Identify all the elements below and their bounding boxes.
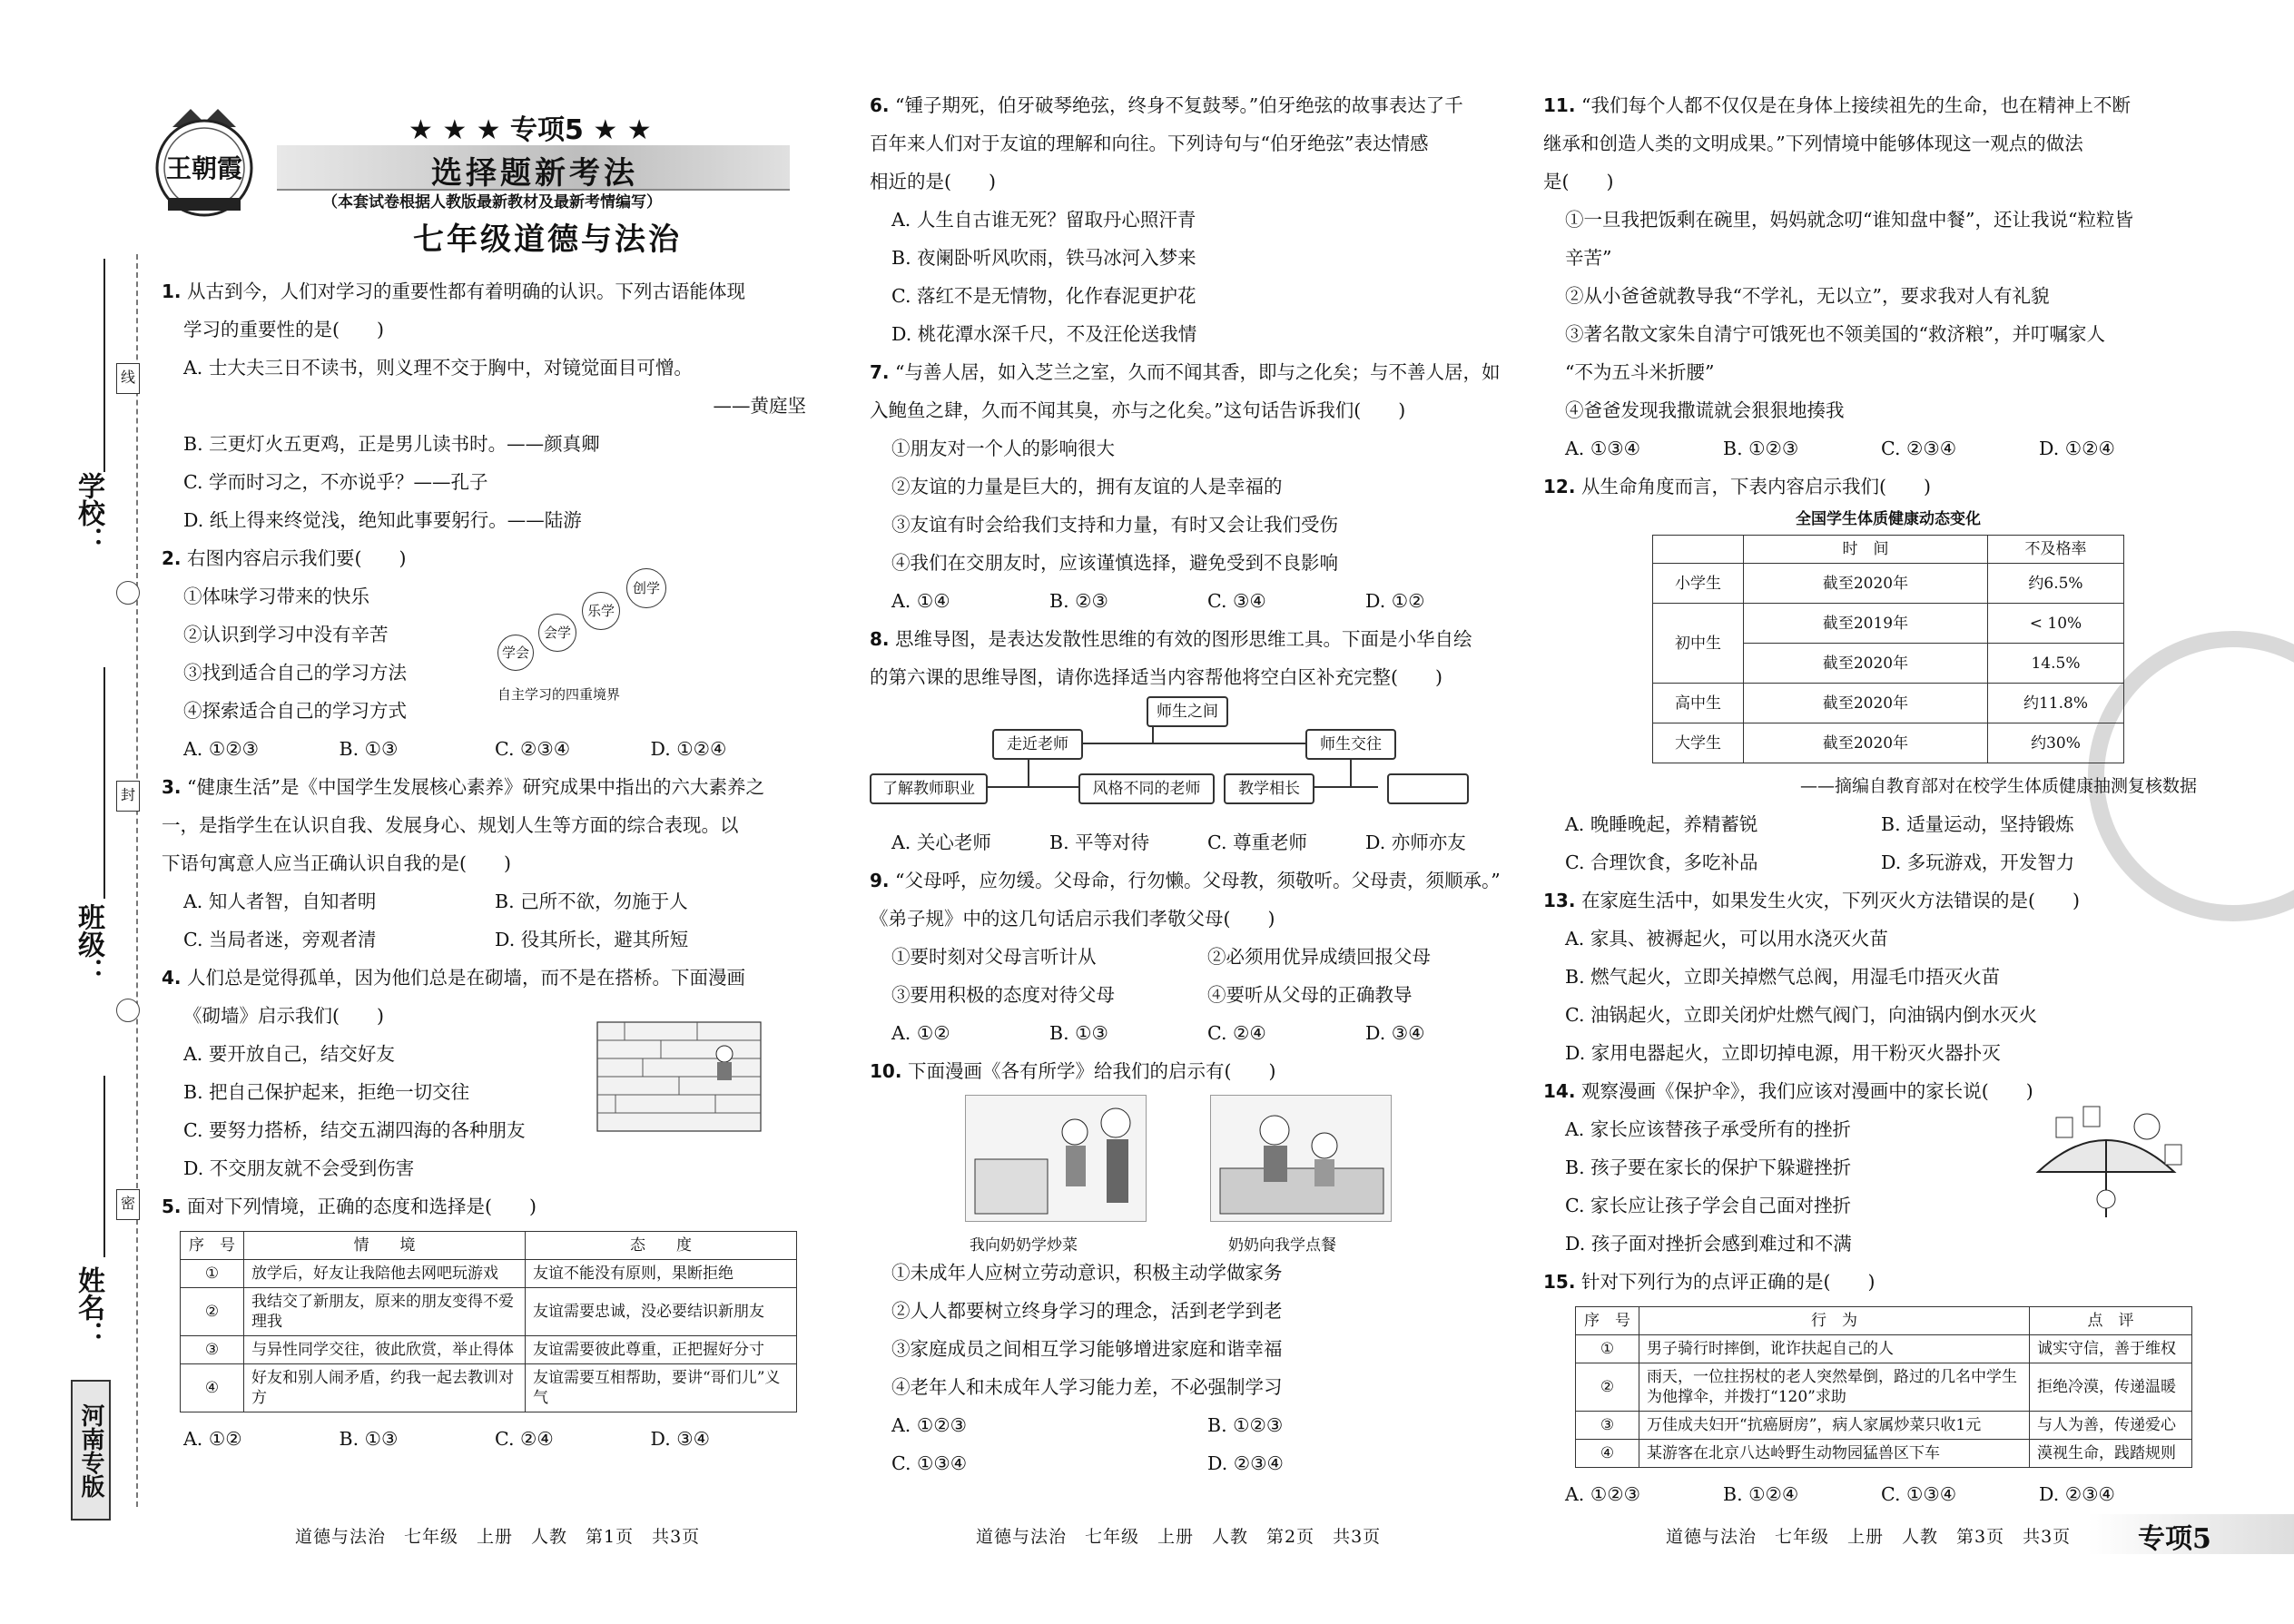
q6-stem-2: 百年来人们对于友谊的理解和向往。下列诗句与“伯牙绝弦”表达情感: [870, 133, 1429, 154]
q7-stem: 7. “与善人居，如入芝兰之室，久而不闻其香，即与之化矣；与不善人居，如: [870, 361, 1501, 383]
q7-statement-2: ②友谊的力量是巨大的，拥有友谊的人是幸福的: [891, 476, 1283, 497]
q14-option-c[interactable]: C. 家长应让孩子学会自己面对挫折: [1565, 1195, 1851, 1216]
q5-answer-b[interactable]: B. ①③: [339, 1428, 399, 1450]
table-row: 高中生 截至2020年 约11.8%: [1653, 684, 2124, 723]
q12-stem: 12. 从生命角度而言，下表内容启示我们( ): [1543, 476, 1931, 497]
q4-stem-2: 《砌墙》启示我们( ): [183, 1005, 384, 1027]
column-3: [1543, 86, 2197, 1513]
q5-answer-c[interactable]: C. ②④: [495, 1428, 554, 1450]
column-2: [870, 86, 1523, 1482]
q11-answer-b[interactable]: B. ①②③: [1723, 438, 1799, 459]
margin-mark-mi: 密: [116, 1189, 140, 1220]
q12-table-header-time: 时 间: [1744, 536, 1988, 564]
q9-statement-2: ②必须用优异成绩回报父母: [1207, 946, 1431, 968]
binding-hole-icon: [116, 581, 140, 605]
q5-answers: [162, 1420, 806, 1458]
q2-illustration-caption: 自主学习的四重境界: [497, 686, 621, 703]
q9-answer-a[interactable]: A. ①②: [891, 1022, 950, 1044]
q12-answer-d[interactable]: D. 多玩游戏，开发智力: [1881, 851, 2075, 873]
q7-stem-2: 入鲍鱼之肆，久而不闻其臭，亦与之化矣。”这句话告诉我们( ): [870, 399, 1406, 421]
q1-option-b[interactable]: B. 三更灯火五更鸡，正是男儿读书时。——颜真卿: [183, 433, 600, 455]
q1-stem: 1. 从古到今，人们对学习的重要性都有着明确的认识。下列古语能体现: [162, 281, 746, 302]
q2-stage-3: 乐学: [582, 592, 620, 630]
q2-statement-4: ④探索适合自己的学习方式: [183, 700, 407, 722]
q9-statement-1: ①要时刻对父母言听计从: [891, 946, 1097, 968]
q4-option-d[interactable]: D. 不交朋友就不会受到伤害: [183, 1157, 415, 1179]
table-row: ③ 万佳成夫妇开“抗癌厨房”，病人家属炒菜只收1元 与人为善，传递爱心: [1576, 1412, 2192, 1440]
q11-stem-2: 继承和创造人类的文明成果。”下列情境中能够体现这一观点的做法: [1543, 133, 2083, 154]
q14-block: [1543, 1072, 2197, 1263]
q12-answers-row-2: [1543, 843, 2197, 881]
q14-umbrella-cartoon: [2020, 1099, 2192, 1235]
q10-comic-cooking: [965, 1095, 1147, 1222]
q6-option-a[interactable]: A. 人生自古谁无死？留取丹心照汗青: [891, 209, 1196, 231]
q9-stem-2: 《弟子规》中的这几句话启示我们孝敬父母( ): [870, 908, 1275, 930]
school-line: [103, 259, 105, 472]
q2-answer-d[interactable]: D. ①②④: [650, 738, 727, 760]
q2-statement-2: ②认识到学习中没有辛苦: [183, 624, 389, 645]
q12-answer-a[interactable]: A. 晚睡晚起，养精蓄锐: [1565, 813, 1758, 835]
q9-stem: 9. “父母呼，应勿缓。父母命，行勿懒。父母教，须敬听。父母责，须顺承。”: [870, 870, 1501, 891]
q3-stem-2: 一，是指学生在认识自我、发展身心、规划人生等方面的综合表现。以: [162, 814, 739, 836]
q2-answer-c[interactable]: C. ②③④: [495, 738, 571, 760]
q6-stem: 6. “锺子期死，伯牙破琴绝弦，终身不复鼓琴。”伯牙绝弦的故事表达了千: [870, 94, 1463, 116]
q14-stem: 14. 观察漫画《保护伞》，我们应该对漫画中的家长说( ): [1543, 1080, 2033, 1102]
q15-answers: [1543, 1475, 2197, 1513]
q3-answers-row-1: [162, 882, 806, 920]
table-row: 大学生 截至2020年 约30%: [1653, 723, 2124, 763]
page-footer-2: 道德与法治 七年级 上册 人教 第2页 共3页: [976, 1527, 1382, 1547]
binding-hole-icon: [116, 999, 140, 1022]
mindmap-node-career: 了解教师职业: [870, 773, 988, 804]
table-row: ④ 好友和别人闹矛盾，约我一起去教训对方 友谊需要互相帮助，要讲“哥们儿”义气: [181, 1364, 797, 1412]
q10-comic-ordering: [1210, 1095, 1392, 1222]
brand-logo: [145, 100, 263, 218]
q9-answers: [870, 1014, 1523, 1052]
school-label: 学校：: [73, 472, 104, 554]
q9-statements-row-2: [870, 976, 1523, 1014]
mindmap-node-blank[interactable]: [1387, 773, 1469, 804]
q4-option-a[interactable]: A. 要开放自己，结交好友: [183, 1043, 395, 1065]
q5-stem: 5. 面对下列情境，正确的态度和选择是( ): [162, 1196, 537, 1217]
q11-statement-3-cont: “不为五斗米折腰”: [1565, 361, 1715, 383]
q11-statement-3: ③著名散文家朱自清宁可饿死也不领美国的“救济粮”，并叮嘱家人: [1565, 323, 2105, 345]
q2-stage-1: 学会: [497, 635, 534, 671]
q10-answer-a[interactable]: A. ①②③: [891, 1414, 967, 1436]
q12-source: ——摘编自教育部对在校学生体质健康抽测复核数据: [1799, 776, 2197, 796]
q9-statement-4: ④要听从父母的正确教导: [1207, 984, 1413, 1006]
q15-answer-c[interactable]: C. ①③④: [1881, 1483, 1957, 1505]
q15-answer-d[interactable]: D. ②③④: [2039, 1483, 2115, 1505]
q12-answers-row-1: [1543, 805, 2197, 843]
q15-table-header-index: 序 号: [1576, 1307, 1639, 1335]
q1-option-d[interactable]: D. 纸上得来终觉浅，绝知此事要躬行。——陆游: [183, 509, 582, 531]
q10-statement-4: ④老年人和未成年人学习能力差，不必强制学习: [891, 1376, 1283, 1398]
q11-stem-3: 是( ): [1543, 171, 1614, 192]
q4-stem: 4. 人们总是觉得孤单，因为他们总是在砌墙，而不是在搭桥。下面漫画: [162, 967, 746, 989]
q3-answer-d[interactable]: D. 役其所长，避其所短: [495, 929, 689, 950]
column-1: [162, 272, 806, 1458]
q2-statement-3: ③找到适合自己的学习方法: [183, 662, 407, 684]
q13-option-d[interactable]: D. 家用电器起火，立即切掉电源，用干粉灭火器扑灭: [1565, 1042, 2001, 1064]
q10-answer-d[interactable]: D. ②③④: [1207, 1452, 1284, 1474]
q2-block: [162, 539, 806, 730]
q11-statement-4: ④爸爸发现我撒谎就会狠狠地揍我: [1565, 399, 1845, 421]
q3-answer-a[interactable]: A. 知人者智，自知者明: [183, 891, 377, 912]
q11-answers: [1543, 429, 2197, 468]
q12-table: [1652, 535, 2124, 763]
q11-answer-c[interactable]: C. ②③④: [1881, 438, 1957, 459]
q3-answers-row-2: [162, 920, 806, 959]
q11-answer-d[interactable]: D. ①②④: [2039, 438, 2115, 459]
q15-answer-a[interactable]: A. ①②③: [1565, 1483, 1640, 1505]
name-line: [103, 1076, 105, 1257]
q11-statement-1-cont: 辛苦”: [1565, 247, 1612, 269]
q5-table-header-attitude: 态 度: [526, 1232, 797, 1260]
q12-answer-b[interactable]: B. 适量运动，坚持锻炼: [1881, 813, 2074, 835]
q3-answer-b[interactable]: B. 己所不欲，勿施于人: [495, 891, 688, 912]
q1-stem-2: 学习的重要性的是( ): [183, 319, 384, 340]
margin-mark-xian: 线: [116, 363, 140, 394]
q3-answer-c[interactable]: C. 当局者迷，旁观者清: [183, 929, 377, 950]
name-label: 姓名：: [73, 1266, 104, 1348]
q4-block: [162, 959, 806, 1187]
special-label: ★ ★ ★ 专项5 ★ ★: [409, 114, 652, 146]
class-label: 班级：: [73, 903, 104, 985]
q4-option-b[interactable]: B. 把自己保护起来，拒绝一切交往: [183, 1081, 470, 1103]
q10-answer-c[interactable]: C. ①③④: [891, 1452, 968, 1474]
q8-answer-a[interactable]: A. 关心老师: [891, 832, 991, 853]
q5-answer-d[interactable]: D. ③④: [650, 1428, 710, 1450]
q5-answer-a[interactable]: A. ①②: [183, 1428, 242, 1450]
q10-statement-1: ①未成年人应树立劳动意识，积极主动学做家务: [891, 1262, 1283, 1284]
q7-statement-1: ①朋友对一个人的影响很大: [891, 438, 1115, 459]
mindmap-node-interaction: 师生交往: [1305, 729, 1396, 760]
q12-answer-c[interactable]: C. 合理饮食，多吃补品: [1565, 851, 1758, 873]
mindmap-node-root: 师生之间: [1147, 696, 1228, 727]
title-note: （本套试卷根据人教版最新教材及最新考情编写）: [322, 193, 662, 212]
q7-statement-4: ④我们在交朋友时，应该谨慎选择，避免受到不良影响: [891, 552, 1338, 574]
mindmap-node-approach: 走近老师: [992, 729, 1083, 760]
q10-comic-caption-2: 奶奶向我学点餐: [1228, 1236, 1336, 1255]
q6-stem-3: 相近的是( ): [870, 171, 996, 192]
q12-table-header-blank: [1653, 536, 1744, 564]
table-row: ① 放学后，好友让我陪他去网吧玩游戏 友谊不能没有原则，果断拒绝: [181, 1260, 797, 1288]
page-footer-3: 道德与法治 七年级 上册 人教 第3页 共3页: [1666, 1527, 2072, 1547]
q6-option-c[interactable]: C. 落红不是无情物，化作春泥更护花: [891, 285, 1196, 307]
q13-option-b[interactable]: B. 燃气起火，立即关掉燃气总阀，用湿毛巾捂灭火苗: [1565, 966, 2001, 988]
q1-option-a-author: ——黄庭坚: [713, 395, 806, 417]
q15-stem: 15. 针对下列行为的点评正确的是( ): [1543, 1271, 1876, 1293]
table-row: 初中生 截至2019年 < 10%: [1653, 604, 2124, 644]
q5-table-header-index: 序 号: [181, 1232, 244, 1260]
q12-table-caption: 全国学生体质健康动态变化: [1796, 510, 1981, 528]
page-title: 选择题新考法: [431, 155, 638, 192]
q14-option-d[interactable]: D. 孩子面对挫折会感到难过和不满: [1565, 1233, 1852, 1255]
q2-stage-2: 会学: [538, 614, 576, 652]
q8-mind-map: [870, 696, 1523, 823]
q2-stage-4: 创学: [626, 568, 666, 608]
mindmap-node-mutual: 教学相长: [1224, 773, 1314, 804]
q10-answer-b[interactable]: B. ①②③: [1207, 1414, 1284, 1436]
q11-answer-a[interactable]: A. ①③④: [1565, 438, 1640, 459]
q4-wall-cartoon: [588, 1004, 770, 1140]
q2-statement-1: ①体味学习带来的快乐: [183, 586, 369, 607]
q8-stem: 8. 思维导图，是表达发散性思维的有效的图形思维工具。下面是小华自绘: [870, 628, 1472, 650]
q3-stem: 3. “健康生活”是《中国学生发展核心素养》研究成果中指出的六大素养之: [162, 776, 765, 798]
q1-option-a[interactable]: A. 士大夫三日不读书，则义理不交于胸中，对镜觉面目可憎。: [183, 357, 693, 379]
q10-comics: [870, 1090, 1523, 1254]
q7-answer-b[interactable]: B. ②③: [1049, 590, 1108, 612]
q15-table: [1575, 1306, 2192, 1468]
subject-title: 七年级道德与法治: [413, 221, 682, 258]
q9-answer-d[interactable]: D. ③④: [1365, 1022, 1425, 1044]
q10-statement-2: ②人人都要树立终身学习的理念，活到老学到老: [891, 1300, 1283, 1322]
q15-answer-b[interactable]: B. ①②④: [1723, 1483, 1799, 1505]
q11-stem: 11. “我们每个人都不仅仅是在身体上接续祖先的生命，也在精神上不断: [1543, 94, 2131, 116]
q10-answers-row-2: [870, 1444, 1523, 1482]
table-row: ② 我结交了新朋友，原来的朋友变得不爱理我 友谊需要忠诚，没必要结识新朋友: [181, 1288, 797, 1336]
q7-answer-d[interactable]: D. ①②: [1365, 590, 1425, 612]
q9-answer-c[interactable]: C. ②④: [1207, 1022, 1266, 1044]
q11-statement-2: ②从小爸爸就教导我“不学礼，无以立”，要求我对人有礼貌: [1565, 285, 2050, 307]
q2-stem: 2. 右图内容启示我们要( ): [162, 547, 407, 569]
q6-option-b[interactable]: B. 夜阑卧听风吹雨，铁马冰河入梦来: [891, 247, 1196, 269]
q15-table-header-comment: 点 评: [2030, 1307, 2192, 1335]
q13-option-a[interactable]: A. 家具、被褥起火，可以用水浇灭火苗: [1565, 928, 1888, 950]
q14-option-a[interactable]: A. 家长应该替孩子承受所有的挫折: [1565, 1118, 1851, 1140]
edition-badge: 河南专版: [71, 1380, 111, 1521]
q7-statement-3: ③友谊有时会给我们支持和力量，有时又会让我们受伤: [891, 514, 1338, 536]
q10-stem: 10. 下面漫画《各有所学》给我们的启示有( ): [870, 1060, 1276, 1082]
q9-answer-b[interactable]: B. ①③: [1049, 1022, 1108, 1044]
binding-margin: [0, 0, 154, 1624]
q9-statement-3: ③要用积极的态度对待父母: [891, 984, 1115, 1006]
brand-name: 王朝霞: [165, 153, 243, 183]
q5-table-header-situation: 情 境: [244, 1232, 526, 1260]
mindmap-node-styles: 风格不同的老师: [1078, 773, 1215, 804]
q8-answer-d[interactable]: D. 亦师亦友: [1365, 832, 1466, 853]
page-footer-1: 道德与法治 七年级 上册 人教 第1页 共3页: [295, 1527, 701, 1547]
q2-answer-a[interactable]: A. ①②③: [183, 738, 259, 760]
margin-mark-feng: 封: [116, 781, 140, 812]
q3-stem-3: 下语句寓意人应当正确认识自我的是( ): [162, 852, 511, 874]
q2-answer-b[interactable]: B. ①③: [339, 738, 399, 760]
q5-table: [180, 1231, 797, 1412]
q10-comic-caption-1: 我向奶奶学炒菜: [970, 1236, 1078, 1255]
q15-table-header-behavior: 行 为: [1639, 1307, 2030, 1335]
special-number: 专项5: [510, 114, 584, 146]
table-row: ② 雨天，一位拄拐杖的老人突然晕倒，路过的几名中学生为他撑伞，并拨打“120”求助 拒绝冷漠，传递温暖: [1576, 1363, 2192, 1412]
q2-answers: [162, 730, 806, 768]
q4-option-c[interactable]: C. 要努力搭桥，结交五湖四海的各种朋友: [183, 1119, 526, 1141]
q8-answers: [870, 823, 1523, 861]
q7-answer-c[interactable]: C. ③④: [1207, 590, 1266, 612]
table-row: ④ 某游客在北京八达岭野生动物园猛兽区下车 漠视生命，践踏规则: [1576, 1440, 2192, 1468]
q8-answer-c[interactable]: C. 尊重老师: [1207, 832, 1307, 853]
q9-statements-row-1: [870, 938, 1523, 976]
footer-tag: 专项5: [2138, 1523, 2211, 1555]
q12-table-header-rate: 不及格率: [1988, 536, 2124, 564]
q1-option-c[interactable]: C. 学而时习之，不亦说乎？——孔子: [183, 471, 488, 493]
q8-stem-2: 的第六课的思维导图，请你选择适当内容帮他将空白区补充完整( ): [870, 666, 1442, 688]
q14-option-b[interactable]: B. 孩子要在家长的保护下躲避挫折: [1565, 1156, 1852, 1178]
table-row: ③ 与异性同学交往，彼此欣赏，举止得体 友谊需要彼此尊重，正把握好分寸: [181, 1336, 797, 1364]
q10-answers-row-1: [870, 1406, 1523, 1444]
q13-stem: 13. 在家庭生活中，如果发生火灾，下列灭火方法错误的是( ): [1543, 890, 2080, 911]
q11-statement-1: ①一旦我把饭剩在碗里，妈妈就念叨“谁知盘中餐”，还让我说“粒粒皆: [1565, 209, 2133, 231]
table-row: 小学生 截至2020年 约6.5%: [1653, 564, 2124, 604]
q7-answer-a[interactable]: A. ①④: [891, 590, 950, 612]
table-row: 截至2020年 14.5%: [1653, 644, 2124, 684]
table-row: ① 男子骑行时摔倒，讹诈扶起自己的人 诚实守信，善于维权: [1576, 1335, 2192, 1363]
q7-answers: [870, 582, 1523, 620]
q2-illustration: [488, 557, 688, 703]
q8-answer-b[interactable]: B. 平等对待: [1049, 832, 1150, 853]
class-line: [103, 667, 105, 899]
q13-option-c[interactable]: C. 油锅起火，立即关闭炉灶燃气阀门，向油锅内倒水灭火: [1565, 1004, 2037, 1026]
cut-line: [136, 254, 138, 1507]
q10-statement-3: ③家庭成员之间相互学习能够增进家庭和谐幸福: [891, 1338, 1283, 1360]
q6-option-d[interactable]: D. 桃花潭水深千尺，不及汪伦送我情: [891, 323, 1197, 345]
